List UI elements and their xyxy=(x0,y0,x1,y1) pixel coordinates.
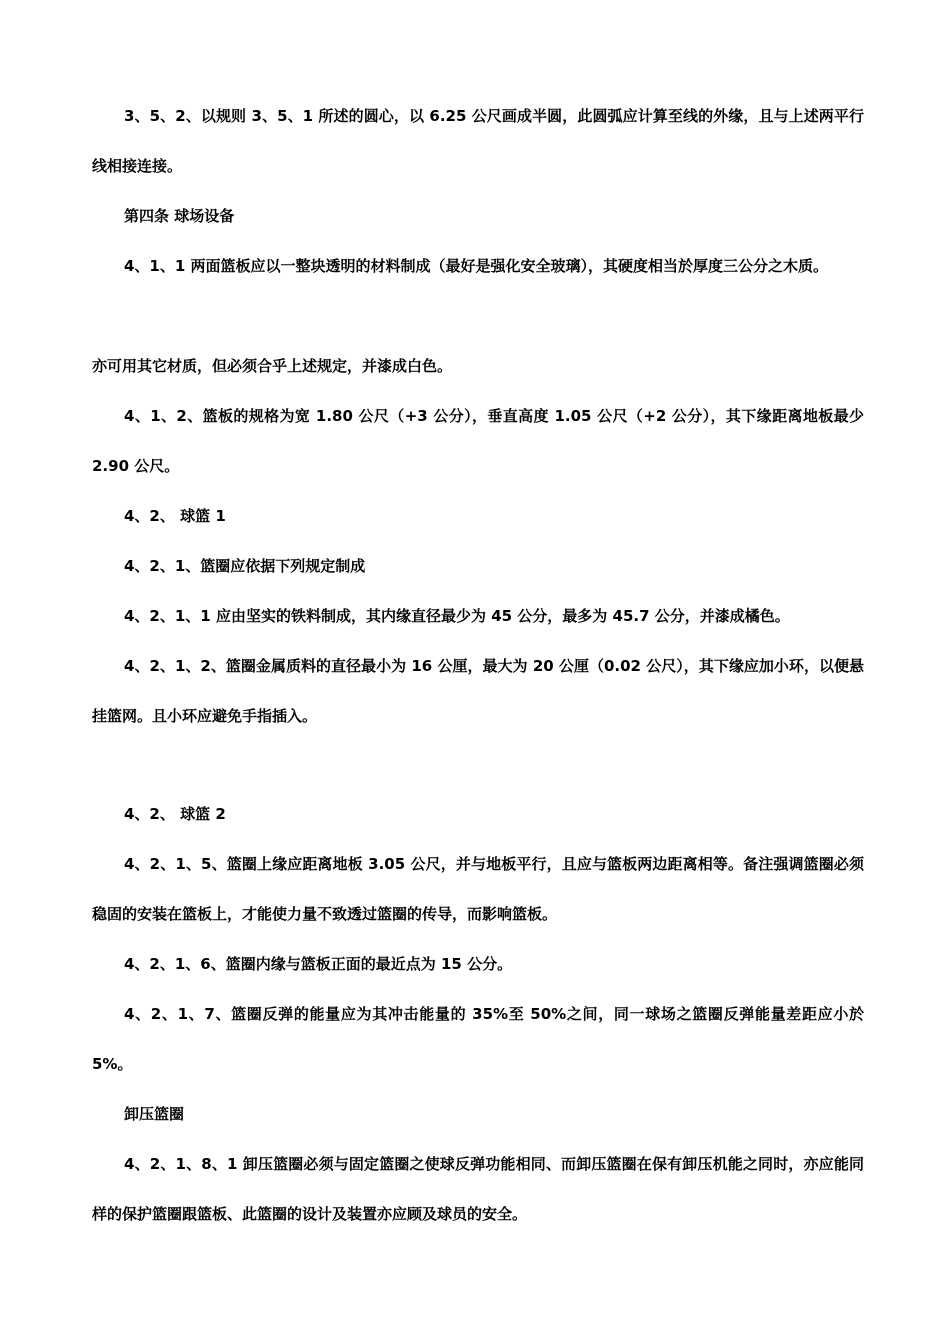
subheading-basket-2: 4、2、 球篮 2 xyxy=(124,805,226,823)
paragraph-alt-material: 亦可用其它材质，但必须合乎上述规定，并漆成白色。 xyxy=(92,357,453,375)
subheading-basket-1: 4、2、 球篮 1 xyxy=(124,507,226,525)
paragraph-4-1-1: 4、1、1 两面篮板应以一整块透明的材料制成（最好是强化安全玻璃），其硬度相当於厚度三公分之木质。 xyxy=(124,257,829,275)
paragraph-4-2-1-2: 4、2、1、2、篮圈金属质料的直径最小为 16 公厘，最大为 20 公厘（0.02 公尺），其下缘应加小环，以便悬挂篮网。且小环应避免手指插入。 xyxy=(92,657,864,725)
paragraph-4-2-1-8-1: 4、2、1、8、1 卸压篮圈必须与固定篮圈之使球反弹功能相同、而卸压篮圈在保有卸压机能之同时，亦应能同样的保护篮圈跟篮板、此篮圈的设计及装置亦应顾及球员的安全。 xyxy=(92,1155,864,1223)
paragraph-4-1-2: 4、1、2、篮板的规格为宽 1.80 公尺（+3 公分），垂直高度 1.05 公尺（+2 公分），其下缘距离地板最少 2.90 公尺。 xyxy=(92,407,864,475)
paragraph-4-2-1-7: 4、2、1、7、篮圈反弹的能量应为其冲击能量的 35%至 50%之间，同一球场之篮圈反弹能量差距应小於 5%。 xyxy=(92,1005,864,1073)
paragraph-4-2-1: 4、2、1、篮圈应依据下列规定制成 xyxy=(124,557,366,575)
paragraph-4-2-1-6: 4、2、1、6、篮圈内缘与篮板正面的最近点为 15 公分。 xyxy=(124,955,513,973)
paragraph-3-5-2: 3、5、2、以规则 3、5、1 所述的圆心，以 6.25 公尺画成半圆，此圆弧应计算至线的外缘，且与上述两平行线相接连接。 xyxy=(92,107,864,175)
paragraph-4-2-1-5: 4、2、1、5、篮圈上缘应距离地板 3.05 公尺，并与地板平行，且应与篮板两边距离相等。备注强调篮圈必须稳固的安装在篮板上，才能使力量不致透过篮圈的传导，而影响篮板。 xyxy=(92,855,864,923)
subheading-breakaway-rim: 卸压篮圈 xyxy=(124,1105,185,1123)
section-heading-article-4: 第四条 球场设备 xyxy=(124,207,235,225)
paragraph-4-2-1-1: 4、2、1、1 应由坚实的铁料制成，其内缘直径最少为 45 公分，最多为 45.7 公分，并漆成橘色。 xyxy=(124,607,790,625)
